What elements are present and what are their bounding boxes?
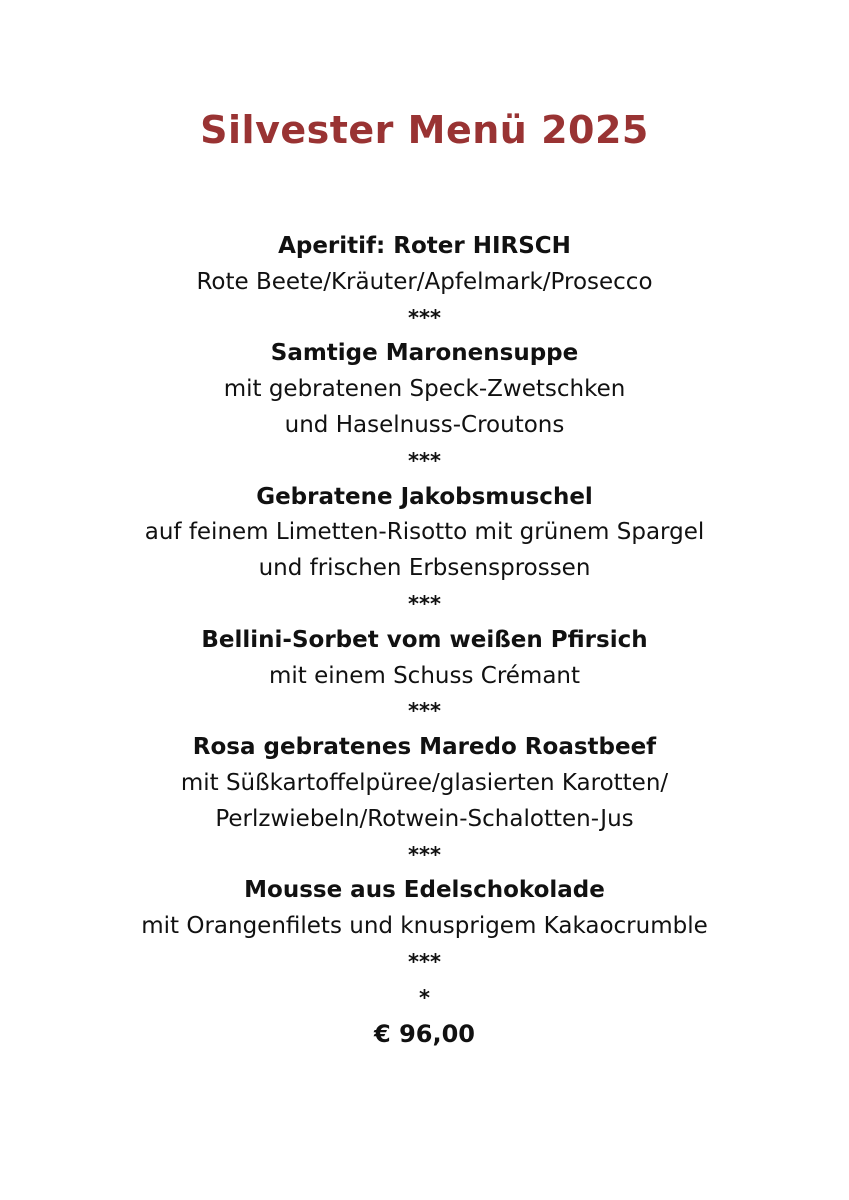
course-description-line: mit Süßkartoffelpüree/glasierten Karotten/ (180, 769, 669, 796)
course-separator: *** (408, 699, 441, 724)
course-description-line: Rote Beete/Kräuter/Apfelmark/Prosecco (196, 268, 653, 295)
course-name-soup: Samtige Maronensuppe (270, 340, 579, 367)
course-separator: *** (408, 305, 441, 330)
course-description-line: Perlzwiebeln/Rotwein-Schalotten-Jus (215, 805, 634, 832)
course-name-roastbeef: Rosa gebratenes Maredo Roastbeef (192, 734, 657, 761)
course-separator: *** (408, 591, 441, 616)
course-name-sorbet: Bellini-Sorbet vom weißen Pfirsich (201, 626, 648, 653)
course-description-line: auf feinem Limetten-Risotto mit grünem Spargel (144, 519, 705, 546)
course-separator: *** (408, 842, 441, 867)
course-description-line: und frischen Erbsensprossen (258, 555, 591, 582)
menu-body (0, 229, 849, 1052)
course-description-line: und Haselnuss-Croutons (284, 411, 565, 438)
course-name-scallop: Gebratene Jakobsmuschel (256, 483, 593, 510)
course-name-mousse: Mousse aus Edelschokolade (244, 877, 605, 904)
final-star: * (419, 985, 430, 1010)
course-separator: *** (408, 949, 441, 974)
course-description-line: mit Orangenfilets und knusprigem Kakaocrumble (141, 913, 708, 940)
course-description-line: mit einem Schuss Crémant (268, 662, 581, 689)
course-separator: *** (408, 448, 441, 473)
menu-title: Silvester Menü 2025 (200, 108, 649, 152)
course-description-line: mit gebratenen Speck-Zwetschken (223, 376, 626, 403)
course-name-aperitif: Aperitif: Roter HIRSCH (278, 233, 571, 259)
menu-price: € 96,00 (374, 1019, 475, 1048)
